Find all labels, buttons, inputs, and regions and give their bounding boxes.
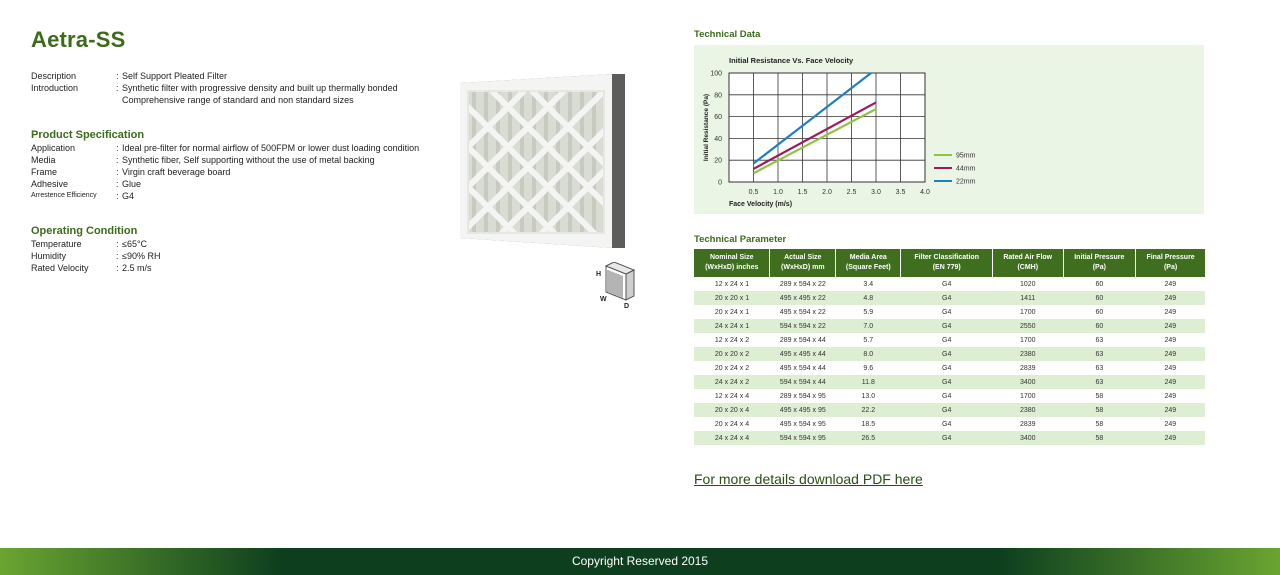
depth-label: D: [624, 303, 630, 310]
table-cell: 249: [1164, 280, 1177, 288]
table-cell: 20 x 20 x 2: [694, 347, 770, 361]
table-row: [694, 333, 1205, 347]
table-row: [694, 375, 1205, 389]
spec-row-media: Media : Synthetic fiber, Self supporting without the use of metal backing: [31, 155, 375, 165]
description-value: Self Support Pleated Filter: [122, 71, 228, 81]
technical-parameter-table: [694, 249, 1205, 445]
table-cell: 3.4: [863, 280, 874, 288]
table-cell: G4: [942, 420, 952, 428]
spec-row-application: Application : Ideal pre-filter for normal airflow of 500FPM or lower dust loading condition: [31, 143, 420, 153]
table-cell: 58: [1063, 403, 1136, 417]
table-cell: 20 x 20 x 1: [694, 291, 770, 305]
table-header-cell: Filter Classification (EN 779): [901, 249, 992, 277]
table-cell: 249: [1136, 291, 1205, 305]
spec-row-frame: Frame : Virgin craft beverage board: [31, 167, 231, 177]
table-cell: 22.2: [836, 403, 901, 417]
y-tick-label: 0: [718, 179, 722, 187]
table-cell: 249: [1164, 308, 1177, 316]
table-cell: 289 x 594 x 22: [779, 280, 826, 288]
table-cell: 58: [1063, 431, 1136, 445]
chart-title: Initial Resistance Vs. Face Velocity: [729, 56, 854, 65]
table-row: [694, 319, 1205, 333]
table-cell: G4: [942, 336, 952, 344]
table-cell: 249: [1164, 336, 1177, 344]
table-cell: G4: [901, 347, 992, 361]
spec-list: [31, 142, 461, 202]
y-tick-label: 100: [710, 70, 722, 78]
table-cell: 63: [1095, 364, 1104, 372]
table-cell: 495 x 495 x 22: [770, 291, 836, 305]
table-cell: 2380: [992, 347, 1063, 361]
table-row: [694, 403, 1205, 417]
table-cell: 495 x 495 x 44: [770, 347, 836, 361]
overview-row-description: Description : Self Support Pleated Filter: [31, 70, 471, 82]
table-cell: 249: [1136, 347, 1205, 361]
width-label: W: [600, 296, 607, 303]
technical-parameter-heading: Technical Parameter: [694, 234, 787, 245]
legend-label: 22mm: [956, 178, 976, 186]
table-cell: 249: [1136, 375, 1205, 389]
table-cell: 24 x 24 x 2: [694, 375, 770, 389]
x-axis-label: Face Velocity (m/s): [729, 201, 793, 208]
table-cell: 8.0: [836, 347, 901, 361]
table-cell: 594 x 594 x 22: [770, 319, 836, 333]
table-row: [694, 417, 1205, 431]
product-title: Aetra-SS: [31, 27, 126, 52]
y-tick-label: 40: [714, 135, 722, 143]
table-cell: 24 x 24 x 1: [694, 319, 770, 333]
table-cell: 58: [1095, 392, 1104, 400]
table-cell: 2839: [1019, 420, 1036, 428]
table-header-cell: Final Pressure (Pa): [1136, 249, 1205, 277]
technical-data-heading: Technical Data: [694, 29, 761, 40]
table-cell: 24 x 24 x 4: [694, 431, 770, 445]
table-cell: 11.8: [836, 375, 901, 389]
table-cell: 289 x 594 x 44: [779, 336, 826, 344]
table-cell: 249: [1136, 319, 1205, 333]
table-cell: 13.0: [861, 392, 876, 400]
legend-label: 95mm: [956, 152, 976, 160]
x-tick-label: 0.5: [748, 189, 759, 196]
y-tick-label: 80: [714, 92, 722, 100]
table-cell: 60: [1095, 308, 1104, 316]
table-cell: 12 x 24 x 1: [714, 280, 750, 288]
spec-row-adhesive: Adhesive : Glue: [31, 179, 142, 189]
table-cell: 20 x 24 x 1: [714, 308, 750, 316]
table-cell: 249: [1164, 364, 1177, 372]
table-cell: 495 x 594 x 44: [779, 364, 826, 372]
table-cell: 12 x 24 x 2: [714, 336, 750, 344]
table-cell: 9.6: [863, 364, 874, 372]
table-cell: 20 x 24 x 4: [714, 420, 750, 428]
table-header-cell: Actual Size (WxHxD) mm: [770, 249, 836, 277]
table-cell: 249: [1136, 403, 1205, 417]
table-cell: 18.5: [861, 420, 876, 428]
description-label: Description: [31, 71, 77, 81]
table-cell: 3400: [992, 431, 1063, 445]
operating-heading: Operating Condition: [31, 225, 138, 237]
overview-row-introduction: Introduction : Synthetic filter with progressive density and built up thermally bonded: [31, 82, 471, 94]
table-cell: 1700: [1019, 308, 1036, 316]
table-cell: 60: [1063, 319, 1136, 333]
table-cell: G4: [942, 280, 952, 288]
table-cell: 60: [1095, 280, 1104, 288]
table-cell: 20 x 24 x 2: [714, 364, 750, 372]
table-cell: 5.9: [863, 308, 874, 316]
table-cell: 20 x 20 x 4: [694, 403, 770, 417]
spec-row-arrestence: Arrestence Efficiency : G4: [31, 191, 135, 201]
table-cell: 249: [1164, 420, 1177, 428]
introduction-value-cont: Comprehensive range of standard and non standard sizes: [122, 95, 354, 105]
table-cell: 12 x 24 x 4: [714, 392, 750, 400]
table-cell: 3400: [992, 375, 1063, 389]
table-cell: G4: [942, 364, 952, 372]
copyright-text: Copyright Reserved 2015: [571, 554, 709, 568]
filter-product-image: [452, 72, 627, 252]
x-tick-label: 3.0: [871, 189, 881, 196]
table-cell: 2839: [1019, 364, 1036, 372]
y-tick-label: 20: [714, 157, 722, 165]
table-cell: G4: [942, 392, 952, 400]
y-axis-label: Initial Resistance (Pa): [703, 93, 710, 162]
y-tick-label: 60: [714, 114, 722, 122]
table-row: [694, 291, 1205, 305]
table-cell: G4: [901, 431, 992, 445]
overview-list: [31, 70, 471, 106]
footer: [0, 548, 1280, 575]
table-cell: 594 x 594 x 44: [770, 375, 836, 389]
table-cell: 495 x 495 x 95: [770, 403, 836, 417]
table-cell: 594 x 594 x 95: [770, 431, 836, 445]
operating-row-humidity: Humidity : ≤90% RH: [31, 251, 161, 261]
operating-list: [31, 238, 471, 274]
table-row: [694, 305, 1205, 319]
table-row: [694, 389, 1205, 403]
operating-row-temperature: Temperature : ≤65°C: [31, 239, 148, 249]
table-cell: 26.5: [836, 431, 901, 445]
table-cell: 5.7: [863, 336, 874, 344]
table-cell: G4: [901, 291, 992, 305]
table-cell: 1700: [1019, 392, 1036, 400]
x-tick-label: 3.5: [895, 189, 906, 196]
introduction-label: Introduction: [31, 83, 79, 93]
table-cell: 63: [1063, 347, 1136, 361]
table-cell: G4: [901, 375, 992, 389]
spec-heading: Product Specification: [31, 129, 145, 141]
table-cell: 60: [1063, 291, 1136, 305]
chart-panel: [694, 45, 1204, 214]
table-header-cell: Media Area (Square Feet): [836, 249, 901, 277]
table-cell: G4: [942, 308, 952, 316]
table-row: [694, 277, 1205, 291]
table-cell: 7.0: [836, 319, 901, 333]
table-cell: 249: [1164, 392, 1177, 400]
x-tick-label: 1.5: [797, 189, 808, 196]
table-cell: G4: [901, 403, 992, 417]
table-header-cell: Nominal Size (WxHxD) inches: [694, 249, 770, 277]
x-tick-label: 4.0: [920, 189, 930, 196]
table-cell: 2380: [992, 403, 1063, 417]
legend-label: 44mm: [956, 165, 976, 173]
table-cell: 495 x 594 x 22: [779, 308, 826, 316]
resistance-velocity-chart: [694, 45, 1204, 214]
x-tick-label: 2.5: [846, 189, 857, 196]
table-cell: 1020: [1019, 280, 1036, 288]
table-cell: 2550: [992, 319, 1063, 333]
table-cell: 4.8: [836, 291, 901, 305]
table-header-cell: Rated Air Flow (CMH): [992, 249, 1063, 277]
x-tick-label: 1.0: [773, 189, 783, 196]
table-header-row: [694, 249, 1205, 277]
table-row: [694, 431, 1205, 445]
download-pdf-link[interactable]: For more details download PDF here: [694, 471, 923, 487]
table-row: [694, 347, 1205, 361]
height-label: H: [596, 271, 602, 278]
dimension-cube-icon: [596, 262, 636, 310]
table-cell: 63: [1063, 375, 1136, 389]
table-cell: 249: [1136, 431, 1205, 445]
operating-row-velocity: Rated Velocity : 2.5 m/s: [31, 263, 152, 273]
table-cell: 1700: [1019, 336, 1036, 344]
x-tick-label: 2.0: [822, 189, 832, 196]
table-cell: 1411: [992, 291, 1063, 305]
table-cell: 289 x 594 x 95: [779, 392, 826, 400]
table-cell: G4: [901, 319, 992, 333]
overview-row-introduction-cont: [31, 94, 471, 106]
introduction-value: Synthetic filter with progressive density and built up thermally bonded: [122, 83, 398, 93]
table-header-cell: Initial Pressure (Pa): [1063, 249, 1136, 277]
table-row: [694, 361, 1205, 375]
table-cell: 58: [1095, 420, 1104, 428]
table-cell: 495 x 594 x 95: [779, 420, 826, 428]
table-cell: 63: [1095, 336, 1104, 344]
